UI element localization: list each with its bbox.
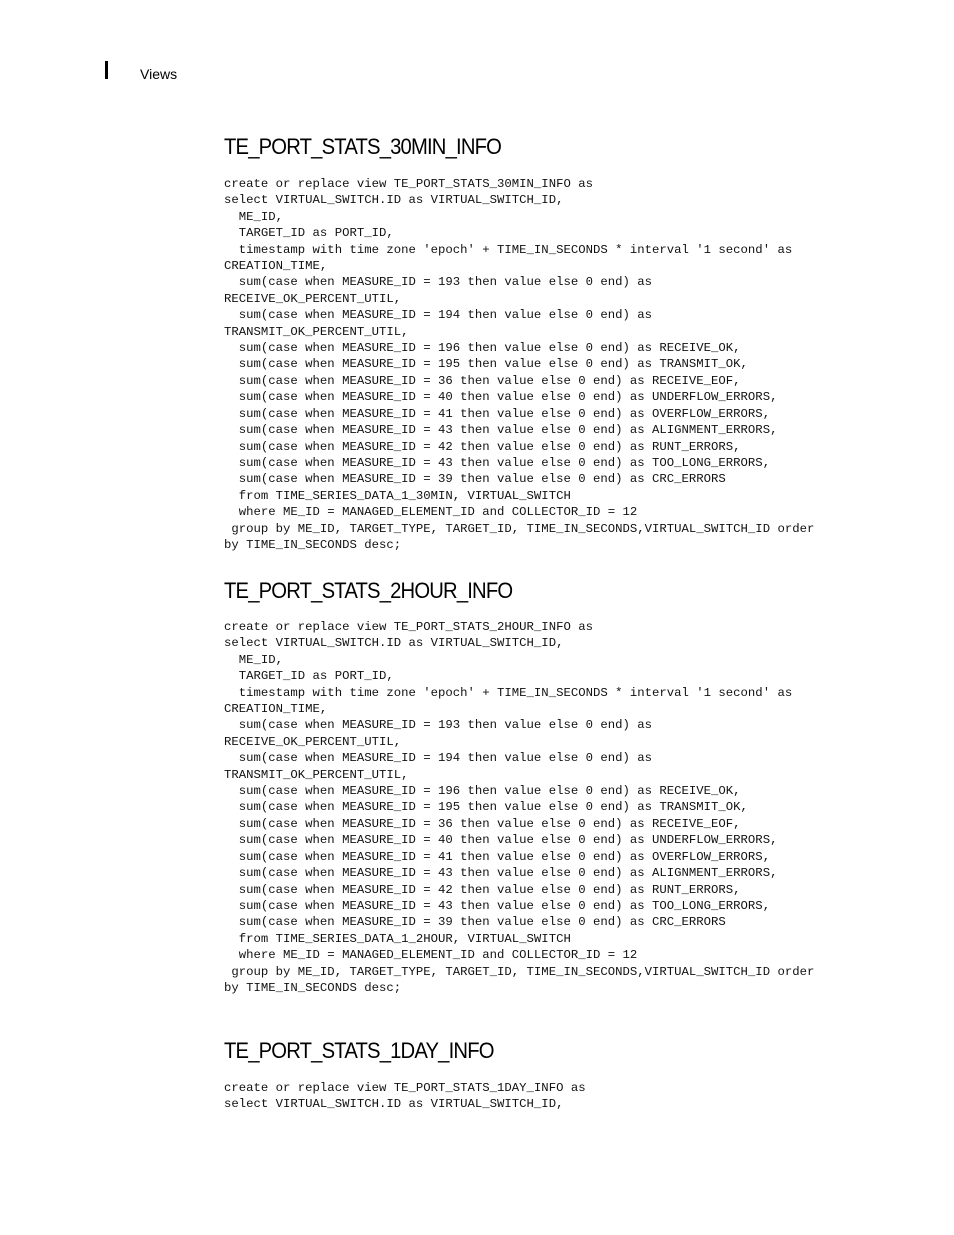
view-section-30min <box>224 134 924 553</box>
view-section-2hour <box>224 578 924 996</box>
change-bar <box>105 61 108 79</box>
sql-code-block: create or replace view TE_PORT_STATS_1DAY_INFO as select VIRTUAL_SWITCH.ID as VIRTUAL_SWITCH_ID, <box>224 1081 586 1112</box>
sql-code-block: create or replace view TE_PORT_STATS_30MIN_INFO as select VIRTUAL_SWITCH.ID as VIRTUAL_SWITCH_ID, ME_ID, TARGET_ID as PORT_ID, timestamp with time zone 'epoch' + TIME_IN_SECONDS * interval '1 second' as CREATION_TIME, sum(case when MEASURE_ID = 193 then value else 0 end) as RECEIVE_OK_PERCENT_UTIL, sum(case when MEASURE_ID = 194 then value else 0 end) as TRANSMIT_OK_PERCENT_UTIL, sum(case when MEASURE_ID = 196 then value else 0 end) as RECEIVE_OK, sum(case when MEASURE_ID = 195 then value else 0 end) as TRANSMIT_OK, sum(case when MEASURE_ID = 36 then value else 0 end) as RECEIVE_EOF, sum(case when MEASURE_ID = 40 then value else 0 end) as UNDERFLOW_ERRORS, sum(case when MEASURE_ID = 41 then value else 0 end) as OVERFLOW_ERRORS, sum(case when MEASURE_ID = 43 then value else 0 end) as ALIGNMENT_ERRORS, sum(case when MEASURE_ID = 42 then value else 0 end) as RUNT_ERRORS, sum(case when MEASURE_ID = 43 then value else 0 end) as TOO_LONG_ERRORS, sum(case when MEASURE_ID = 39 then value else 0 end) as CRC_ERRORS from TIME_SERIES_DATA_1_30MIN, VIRTUAL_SWITCH where ME_ID = MANAGED_ELEMENT_ID and COLLECTOR_ID = 12 group by ME_ID, TARGET_TYPE, TARGET_ID, TIME_IN_SECONDS,VIRTUAL_SWITCH_ID order by TIME_IN_SECONDS desc; <box>224 177 815 552</box>
section-title: TE_PORT_STATS_2HOUR_INFO <box>224 578 513 603</box>
sql-code-block: create or replace view TE_PORT_STATS_2HOUR_INFO as select VIRTUAL_SWITCH.ID as VIRTUAL_SWITCH_ID, ME_ID, TARGET_ID as PORT_ID, timestamp with time zone 'epoch' + TIME_IN_SECONDS * interval '1 second' as CREATION_TIME, sum(case when MEASURE_ID = 193 then value else 0 end) as RECEIVE_OK_PERCENT_UTIL, sum(case when MEASURE_ID = 194 then value else 0 end) as TRANSMIT_OK_PERCENT_UTIL, sum(case when MEASURE_ID = 196 then value else 0 end) as RECEIVE_OK, sum(case when MEASURE_ID = 195 then value else 0 end) as TRANSMIT_OK, sum(case when MEASURE_ID = 36 then value else 0 end) as RECEIVE_EOF, sum(case when MEASURE_ID = 40 then value else 0 end) as UNDERFLOW_ERRORS, sum(case when MEASURE_ID = 41 then value else 0 end) as OVERFLOW_ERRORS, sum(case when MEASURE_ID = 43 then value else 0 end) as ALIGNMENT_ERRORS, sum(case when MEASURE_ID = 42 then value else 0 end) as RUNT_ERRORS, sum(case when MEASURE_ID = 43 then value else 0 end) as TOO_LONG_ERRORS, sum(case when MEASURE_ID = 39 then value else 0 end) as CRC_ERRORS from TIME_SERIES_DATA_1_2HOUR, VIRTUAL_SWITCH where ME_ID = MANAGED_ELEMENT_ID and COLLECTOR_ID = 12 group by ME_ID, TARGET_TYPE, TARGET_ID, TIME_IN_SECONDS,VIRTUAL_SWITCH_ID order by TIME_IN_SECONDS desc; <box>224 620 815 995</box>
view-section-1day <box>224 1038 924 1113</box>
section-title: TE_PORT_STATS_1DAY_INFO <box>224 1038 494 1063</box>
section-title: TE_PORT_STATS_30MIN_INFO <box>224 134 502 159</box>
running-header: Views <box>140 66 178 82</box>
